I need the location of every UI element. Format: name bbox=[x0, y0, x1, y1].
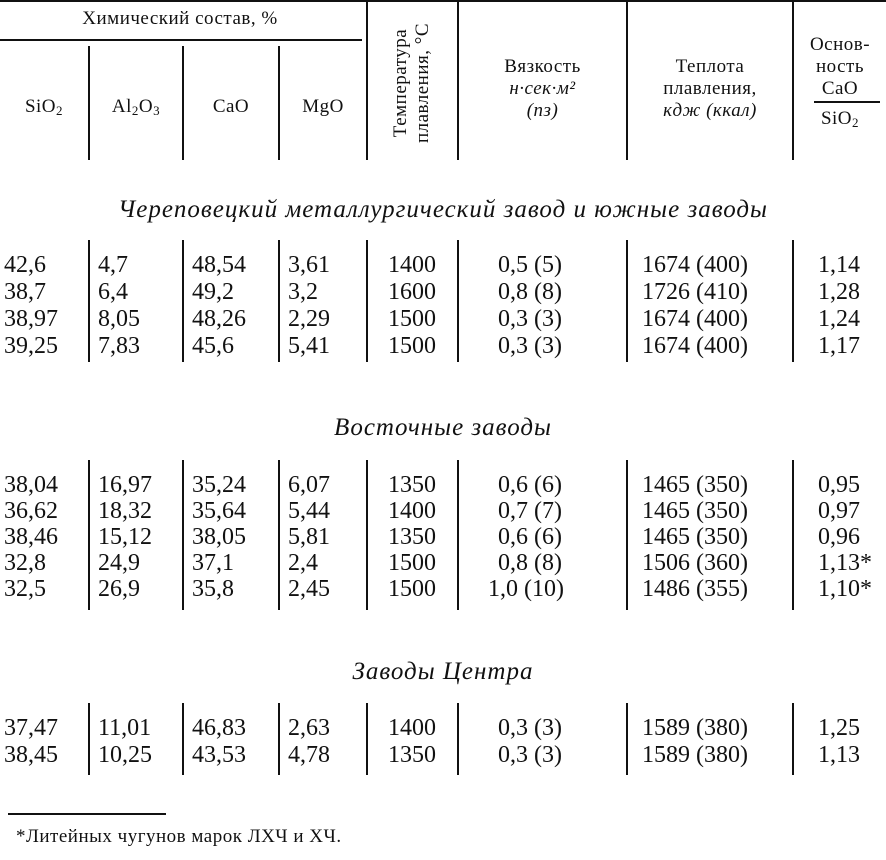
col-header-mgo: MgO bbox=[302, 96, 344, 117]
table-row: 37,47 11,01 46,83 2,63 1400 0,3 (3) 1589 (380) 1,25 bbox=[4, 715, 860, 741]
chem-group-underline bbox=[0, 39, 362, 41]
table-row: 32,5 26,9 35,8 2,45 1500 1,0 (10) 1486 (355) 1,10* bbox=[4, 576, 872, 602]
section-title-cherepovets: Череповецкий металлургический завод и южные заводы bbox=[118, 196, 768, 223]
table-row: 38,97 8,05 48,26 2,29 1500 0,3 (3) 1674 (400) 1,24 bbox=[4, 306, 860, 332]
table-row: 36,62 18,32 35,64 5,44 1400 0,7 (7) 1465 (350) 0,97 bbox=[4, 498, 860, 524]
col-header-basicity: Основ- ность CaO SiO$_2$ bbox=[809, 34, 871, 130]
table-row: 38,7 6,4 49,2 3,2 1600 0,8 (8) 1726 (410) 1,28 bbox=[4, 279, 860, 305]
table-top-rule bbox=[0, 0, 886, 2]
col-header-temperature: Температура плавления, °C bbox=[390, 22, 433, 144]
col-header-al2o3: $Al_2O_3$ bbox=[111, 96, 161, 118]
table-row: 38,45 10,25 43,53 4,78 1350 0,3 (3) 1589 (380) 1,13 bbox=[4, 742, 860, 768]
footnote: *Литейных чугунов марок ЛХЧ и ХЧ. bbox=[16, 826, 342, 847]
col-header-viscosity: Вязкость н·сек·м² (пз) bbox=[504, 56, 581, 121]
footnote-rule bbox=[8, 813, 166, 815]
table-row: 38,46 15,12 38,05 5,81 1350 0,6 (6) 1465 (350) 0,96 bbox=[4, 524, 860, 550]
section-title-center: Заводы Центра bbox=[352, 658, 534, 685]
table-row: 32,8 24,9 37,1 2,4 1500 0,8 (8) 1506 (360) 1,13* bbox=[4, 550, 872, 576]
col-header-sio2: SiO$_2$ bbox=[24, 96, 64, 118]
col-header-heat: Теплота плавления, кдж (ккал) bbox=[663, 56, 757, 121]
chem-group-header: Химический состав, % bbox=[82, 8, 278, 29]
table-row: 42,6 4,7 48,54 3,61 1400 0,5 (5) 1674 (400) 1,14 bbox=[4, 252, 860, 278]
table-row: 39,25 7,83 45,6 5,41 1500 0,3 (3) 1674 (400) 1,17 bbox=[4, 333, 860, 359]
table-row: 38,04 16,97 35,24 6,07 1350 0,6 (6) 1465 (350) 0,95 bbox=[4, 472, 860, 498]
header-sep-4 bbox=[366, 2, 368, 160]
col-header-cao: CaO bbox=[212, 96, 250, 117]
section-title-eastern: Восточные заводы bbox=[334, 414, 552, 441]
